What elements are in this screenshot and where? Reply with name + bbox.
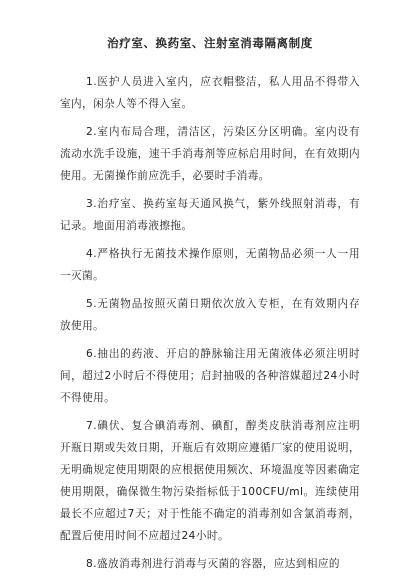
document-title: 治疗室、换药室、注射室消毒隔离制度 [107,36,313,50]
paragraph-8: 8.盛放消毒剂进行消毒与灭菌的容器，应达到相应的 [86,558,340,570]
paragraph-4: 4.严格执行无菌技术操作原则，无菌物品必须一人一用一灭菌。 [60,248,360,282]
paragraph-3: 3.治疗室、换药室每天通风换气，紫外线照射消毒，有记录。地面用消毒液擦拖。 [60,198,360,232]
paragraph-7: 7.碘伏、复合碘消毒剂、碘酊，醇类皮肤消毒剂应注明开瓶日期或失效日期，开瓶后有效期应遵循厂家的使用说明，无明确规定使用期限的应根据使用频次、环境温度等因素确定使用期限，确保微生物污染指标低于100CFU/ml。连续使用最长不应超过7天；对于性能不确定的消毒剂如含氯消毒剂，配置后使用时间不应超过24小时。 [60,420,360,542]
paragraph-1: 1.医护人员进入室内，应衣帽整洁，私人用品不得带入室内，闲杂人等不得入室。 [60,76,360,110]
paragraph-5: 5.无菌物品按照灭菌日期依次放入专柜，在有效期内存放使用。 [60,298,360,332]
paragraph-2: 2.室内布局合理，清洁区，污染区分区明确。室内设有流动水洗手设施，速干手消毒剂等应标启用时间，在有效期内使用。无菌操作前应洗手，必要时手消毒。 [60,126,360,182]
paragraph-6: 6.抽出的药液、开启的静脉输注用无菌液体必须注明时间，超过2小时后不得使用；启封抽吸的各种溶媒超过24小时不得使用。 [60,348,360,404]
